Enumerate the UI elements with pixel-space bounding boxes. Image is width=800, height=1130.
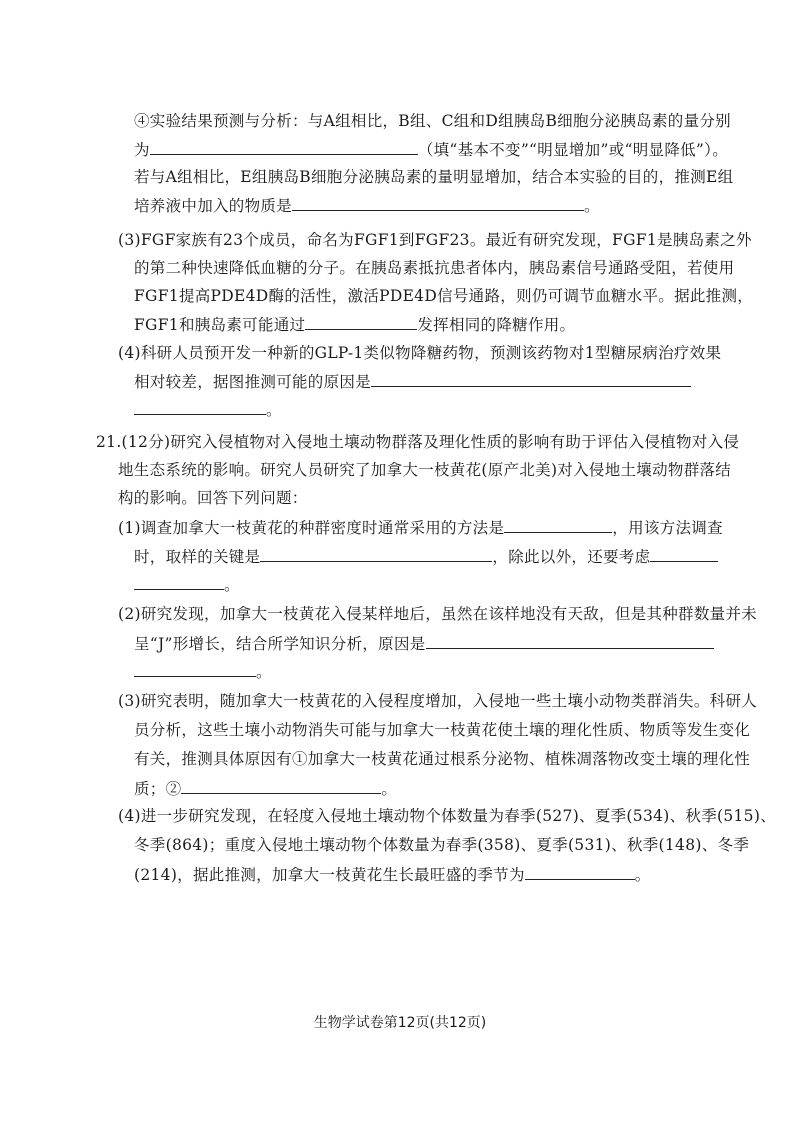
q21-part1-line3: 。 xyxy=(134,573,240,596)
q20-part4-line1: (4)科研人员预开发一种新的GLP-1类似物降糖药物，预测该药物对1型糖尿病治疗效果 xyxy=(118,344,722,362)
answer-blank[interactable] xyxy=(305,313,417,330)
answer-blank[interactable] xyxy=(371,370,691,387)
q20-item4-line4: 培养液中加入的物质是 。 xyxy=(134,194,600,217)
q21-stem-line3: 构的影响。回答下列问题： xyxy=(118,489,308,507)
answer-blank[interactable] xyxy=(504,516,612,533)
q21-part1-line2: 时，取样的关键是 ，除此以外，还要考虑 xyxy=(134,545,718,568)
answer-blank[interactable] xyxy=(150,138,418,155)
page-footer: 生物学试卷第12页(共12页) xyxy=(313,1015,487,1031)
q21-stem-line2: 地生态系统的影响。研究人员研究了加拿大一枝黄花(原产北美)对入侵地土壤动物群落结 xyxy=(118,461,732,479)
q21-part3-line3: 有关，推测具体原因有①加拿大一枝黄花通过根系分泌物、植株凋落物改变土壤的理化性 xyxy=(134,750,751,768)
answer-blank[interactable] xyxy=(181,777,381,794)
q21-part3-line1: (3)研究表明，随加拿大一枝黄花的入侵程度增加，入侵地一些土壤小动物类群消失。科研人 xyxy=(118,692,758,710)
q20-item4-line3: 若与A组相比，E组胰岛B细胞分泌胰岛素的量明显增加，结合本实验的目的，推测E组 xyxy=(134,168,734,186)
answer-blank[interactable] xyxy=(650,545,718,562)
q20-part4-line2: 相对较差，据图推测可能的原因是 xyxy=(134,370,691,393)
q21-part2-line3: 。 xyxy=(134,660,272,683)
q20-part4-line3: 。 xyxy=(134,398,282,421)
answer-blank[interactable] xyxy=(525,863,635,880)
answer-blank[interactable] xyxy=(134,660,256,677)
q21-part2-line2: 呈“J”形增长，结合所学知识分析，原因是 xyxy=(134,632,714,655)
q20-part3-line4: FGF1和胰岛素可能通过 发挥相同的降糖作用。 xyxy=(134,313,575,336)
q21-stem-line1: 21.(12分)研究入侵植物对入侵地土壤动物群落及理化性质的影响有助于评估入侵植物对入侵 xyxy=(96,433,740,451)
answer-blank[interactable] xyxy=(426,632,714,649)
q20-item4-line2: 为 （填“基本不变”“明显增加”或“明显降低”）。 xyxy=(134,138,728,161)
q21-part3-line2: 员分析，这些土壤小动物消失可能与加拿大一枝黄花使土壤的理化性质、物质等发生变化 xyxy=(134,721,751,739)
q21-part4-line3: (214)，据此推测，加拿大一枝黄花生长最旺盛的季节为 。 xyxy=(134,863,651,886)
answer-blank[interactable] xyxy=(134,398,266,415)
q21-part4-line1: (4)进一步研究发现，在轻度入侵地土壤动物个体数量为春季(527)、夏季(534)、秋季(515)、 xyxy=(118,807,776,825)
answer-blank[interactable] xyxy=(292,194,584,211)
q21-part1-line1: (1)调查加拿大一枝黄花的种群密度时通常采用的方法是 ，用该方法调查 xyxy=(118,516,723,539)
q21-part4-line2: 冬季(864)；重度入侵地土壤动物个体数量为春季(358)、夏季(531)、秋季(148)、冬季 xyxy=(134,836,750,854)
q21-part3-line4: 质；② 。 xyxy=(134,777,397,800)
q20-part3-line2: 的第二种快速降低血糖的分子。在胰岛素抵抗患者体内，胰岛素信号通路受阻，若使用 xyxy=(134,259,735,277)
answer-blank[interactable] xyxy=(260,545,492,562)
answer-blank[interactable] xyxy=(134,573,224,590)
q20-part3-line1: (3)FGF家族有23个成员，命名为FGF1到FGF23。最近有研究发现，FGF1是胰岛素之外 xyxy=(118,231,752,249)
q20-item4-line1: ④实验结果预测与分析：与A组相比，B组、C组和D组胰岛B细胞分泌胰岛素的量分别 xyxy=(134,112,731,130)
q21-part2-line1: (2)研究发现，加拿大一枝黄花入侵某样地后，虽然在该样地没有天敌，但是其种群数量并未 xyxy=(118,605,758,623)
q20-part3-line3: FGF1提高PDE4D酶的活性，激活PDE4D信号通路，则仍可调节血糖水平。据此推测， xyxy=(134,287,754,305)
